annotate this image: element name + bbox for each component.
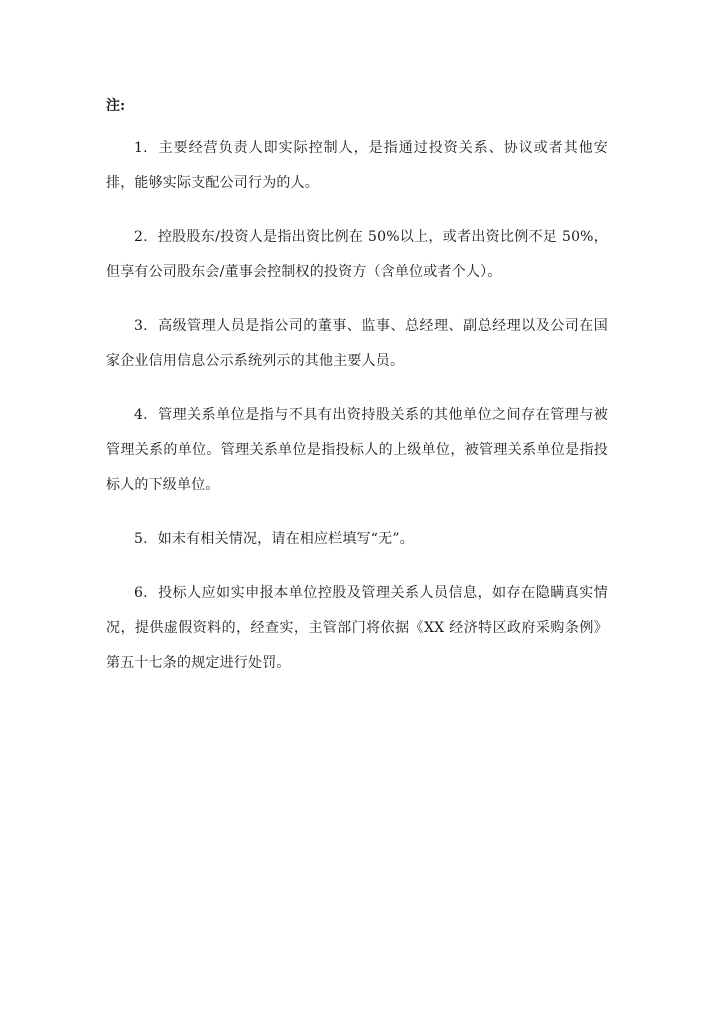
note-text: 高级管理人员是指公司的董事、监事、总经理、副总经理以及公司在国家企业信用信息公示系统列示的其他主要人员。 [106,318,608,369]
note-item-5 [106,522,608,557]
note-number: 1. [134,140,148,156]
note-item-1 [106,131,608,201]
note-text: 主要经营负责人即实际控制人，是指通过投资关系、协议或者其他安排，能够实际支配公司行为的人。 [106,140,608,191]
note-text: 管理关系单位是指与不具有出资持股关系的其他单位之间存在管理与被管理关系的单位。管理关系单位是指投标人的上级单位，被管理关系单位是指投标人的下级单位。 [106,407,608,493]
note-number: 2. [134,229,148,245]
note-item-6 [106,576,608,681]
note-item-2 [106,220,608,290]
note-item-4 [106,398,608,503]
note-number: 5. [134,531,148,547]
note-text: 如未有相关情况，请在相应栏填写“无”。 [157,531,414,547]
note-number: 4. [134,407,148,423]
note-number: 6. [134,585,148,601]
note-text: 控股股东/投资人是指出资比例在 50%以上，或者出资比例不足 50%，但享有公司股东会/董事会控制权的投资方（含单位或者个人）。 [106,229,608,280]
notes-list [106,131,608,700]
notes-heading: 注: [106,98,126,114]
note-number: 3. [134,318,148,334]
note-item-3 [106,309,608,379]
note-text: 投标人应如实申报本单位控股及管理关系人员信息，如存在隐瞒真实情况，提供虚假资料的，经查实，主管部门将依据《XX 经济特区政府采购条例》第五十七条的规定进行处罚。 [106,585,608,671]
